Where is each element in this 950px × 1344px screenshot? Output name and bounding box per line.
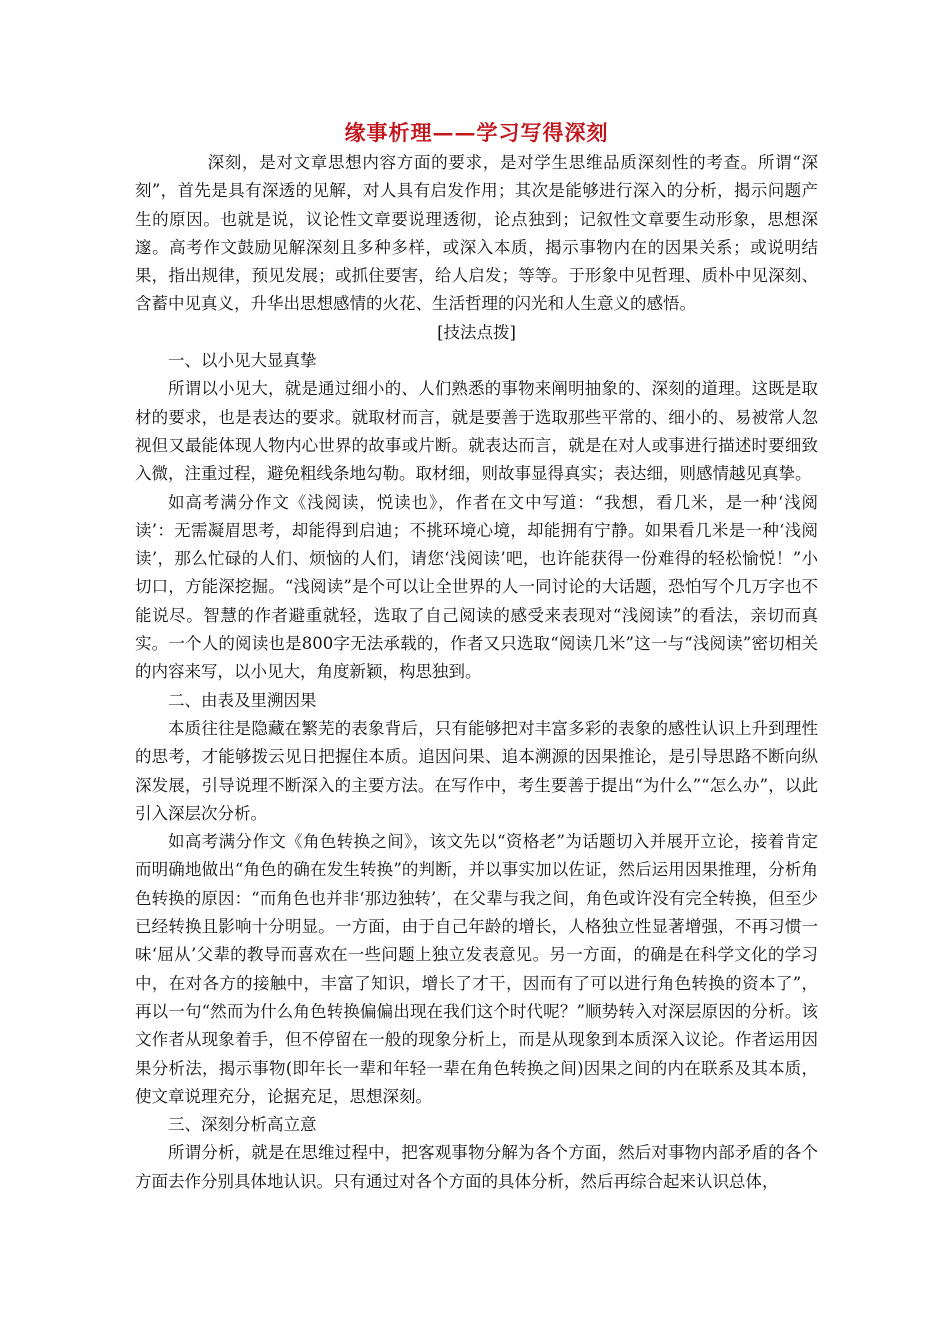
body-paragraph: 所谓以小见大，就是通过细小的、人们熟悉的事物来阐明抽象的、深刻的道理。这既是取材的要求，也是表达的要求。就取材而言，就是要善于选取那些平常的、细小的、易被常人忽视但又最能体现人物内心世界的故事或片断。就表达而言，就是在对人或事进行描述时要细致入微，注重过程，避免粗线条地勾勒。取材细，则故事显得真实；表达细，则感情越见真挚。 bbox=[135, 379, 818, 484]
section-label: [技法点拨] bbox=[437, 322, 516, 342]
intro-paragraph: 深刻，是对文章思想内容方面的要求，是对学生思维品质深刻性的考查。所谓“深刻”，首先是具有深透的见解，对人具有启发作用；其次是能够进行深入的分析，揭示问题产生的原因。也就是说，议论性文章要说理透彻，论点独到；记叙性文章要生动形象，思想深邃。高考作文鼓励见解深刻且多种多样，或深入本质，揭示事物内在的因果关系；或说明结果，指出规律，预见发展；或抓住要害，给人启发；等等。于形象中见哲理、质朴中见深刻、含蓄中见真义，升华出思想感情的火花、生活哲理的闪光和人生意义的感悟。 bbox=[135, 153, 818, 314]
body-paragraph: 如高考满分作文《浅阅读，悦读也》，作者在文中写道：“我想，看几米，是一种‘浅阅读’：无需凝眉思考，却能得到启迪；不挑环境心境，却能拥有宁静。如果看几米是一种‘浅阅读’，那么忙碌的人们、烦恼的人们，请您‘浅阅读’吧，也许能获得一份难得的轻松愉悦！”小切口，方能深挖掘。“浅阅读”是个可以让全世界的人一同讨论的大话题，恐怕写个几万字也不能说尽。智慧的作者避重就轻，选取了自己阅读的感受来表现对“浅阅读”的看法，亲切而真实。一个人的阅读也是800字无法承载的，作者又只选取“阅读几米”这一与“浅阅读”密切相关的内容来写，以小见大，角度新颖，构思独到。 bbox=[135, 492, 818, 682]
body-paragraph: 所谓分析，就是在思维过程中，把客观事物分解为各个方面，然后对事物内部矛盾的各个方面去作分别具体地认识。只有通过对各个方面的具体分析，然后再综合起来认识总体， bbox=[135, 1143, 818, 1191]
section-heading-3: 三、深刻分析高立意 bbox=[168, 1115, 317, 1135]
section-heading-2: 二、由表及里溯因果 bbox=[168, 690, 317, 710]
body-paragraph: 本质往往是隐藏在繁芜的表象背后，只有能够把对丰富多彩的表象的感性认识上升到理性的思考，才能够拨云见日把握住本质。追因问果、追本溯源的因果推论，是引导思路不断向纵深发展，引导说理不断深入的主要方法。在写作中，考生要善于提出“为什么”“怎么办”，以此引入深层次分析。 bbox=[135, 718, 818, 823]
document-title: 缘事析理——学习写得深刻 bbox=[344, 120, 609, 145]
body-paragraph: 如高考满分作文《角色转换之间》，该文先以“资格老”为话题切入并展开立论，接着肯定而明确地做出“角色的确在发生转换”的判断，并以事实加以佐证，然后运用因果推理，分析角色转换的原因：“而角色也并非‘那边独转’，在父辈与我之间，角色或许没有完全转换，但至少已经转换且影响十分明显。一方面，由于自己年龄的增长，人格独立性显著增强，不再习惯一味‘屈从’父辈的教导而喜欢在一些问题上独立发表意见。另一方面，的确是在科学文化的学习中，在对各方的接触中，丰富了知识，增长了才干，因而有了可以进行角色转换的资本了”，再以一句“然而为什么角色转换偏偏出现在我们这个时代呢？”顺势转入对深层原因的分析。该文作者从现象着手，但不停留在一般的现象分析上，而是从现象到本质深入议论。作者运用因果分析法，揭示事物(即年长一辈和年轻一辈在角色转换之间)因果之间的内在联系及其本质，使文章说理充分，论据充足，思想深刻。 bbox=[135, 832, 818, 1106]
document-page bbox=[135, 118, 818, 1196]
section-heading-1: 一、以小见大显真挚 bbox=[168, 351, 317, 371]
